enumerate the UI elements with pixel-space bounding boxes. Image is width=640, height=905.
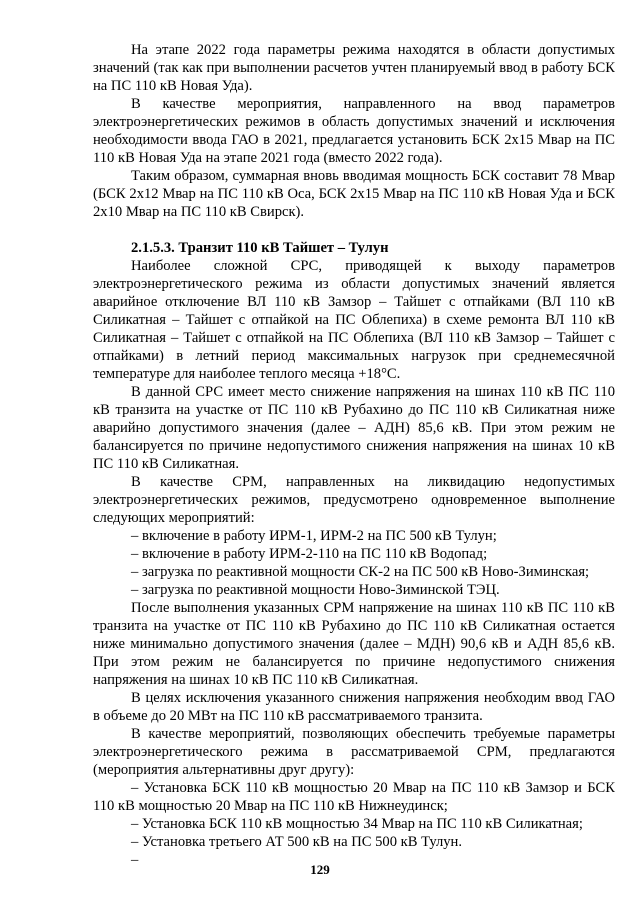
list-item: – Установка третьего АТ 500 кВ на ПС 500 кВ Тулун. <box>131 834 463 850</box>
list-item: – Установка БСК 110 кВ мощностью 20 Мвар на ПС 110 кВ Замзор и БСК 110 кВ мощностью 20 Мвар на ПС 110 кВ Нижнеудинск; <box>93 780 615 814</box>
paragraph: В качестве мероприятий, позволяющих обеспечить требуемые параметры электроэнергетического режима в рассматриваемой СРМ, предлагаются (мероприятия альтернативны друг другу): <box>93 726 615 778</box>
paragraph: В данной СРС имеет место снижение напряжения на шинах 110 кВ ПС 110 кВ транзита на участке от ПС 110 кВ Рубахино до ПС 110 кВ Силикатная ниже аварийно допустимого значения (далее – АДН) 85,6 кВ. При этом режим не балансируется по причине недопустимого снижения напряжения на шинах 10 кВ ПС 110 кВ Силикатная. <box>93 384 615 472</box>
list-item: – включение в работу ИРМ-1, ИРМ-2 на ПС 500 кВ Тулун; <box>131 528 497 544</box>
spacer <box>93 221 615 239</box>
paragraph: После выполнения указанных СРМ напряжение на шинах 110 кВ ПС 110 кВ транзита на участке от ПС 110 кВ Рубахино до ПС 110 кВ Силикатная остается ниже минимально допустимого значения (далее – МДН) 90,6 кВ и АДН 85,6 кВ. При этом режим не балансируется по причине недопустимого снижения напряжения на шинах 10 кВ ПС 110 кВ Силикатная. <box>93 600 615 688</box>
measures-list <box>93 527 615 599</box>
list-item: – <box>131 852 139 868</box>
section-heading: 2.1.5.3. Транзит 110 кВ Тайшет – Тулун <box>131 240 389 256</box>
list-item: – загрузка по реактивной мощности СК-2 на ПС 500 кВ Ново-Зиминская; <box>131 564 590 580</box>
list-item: – включение в работу ИРМ-2-110 на ПС 110 кВ Водопад; <box>131 546 488 562</box>
alternatives-list <box>93 779 615 869</box>
paragraph: На этапе 2022 года параметры режима находятся в области допустимых значений (так как при выполнении расчетов учтен планируемый ввод в работу БСК на ПС 110 кВ Новая Уда). <box>93 42 615 94</box>
paragraph: Таким образом, суммарная вновь вводимая мощность БСК составит 78 Мвар (БСК 2х12 Мвар на ПС 110 кВ Оса, БСК 2х15 Мвар на ПС 110 кВ Новая Уда и БСК 2х10 Мвар на ПС 110 кВ Свирск). <box>93 168 615 220</box>
document-page <box>93 41 615 869</box>
paragraph: Наиболее сложной СРС, приводящей к выходу параметров электроэнергетического режима из области допустимых значений является аварийное отключение ВЛ 110 кВ Замзор – Тайшет с отпайками (ВЛ 110 кВ Силикатная – Тайшет с отпайкой на ПС Облепиха) в схеме ремонта ВЛ 110 кВ Силикатная – Тайшет с отпайкой на ПС Облепиха (ВЛ 110 кВ Замзор – Тайшет с отпайками) в летний период максимальных нагрузок при среднемесячной температуре для наиболее теплого месяца +18°С. <box>93 258 615 382</box>
list-item: – Установка БСК 110 кВ мощностью 34 Мвар на ПС 110 кВ Силикатная; <box>131 816 583 832</box>
list-item: – загрузка по реактивной мощности Ново-Зиминской ТЭЦ. <box>131 582 500 598</box>
paragraph: В качестве СРМ, направленных на ликвидацию недопустимых электроэнергетических режимов, предусмотрено одновременное выполнение следующих мероприятий: <box>93 474 615 526</box>
page-number: 129 <box>310 862 330 877</box>
paragraph: В качестве мероприятия, направленного на ввод параметров электроэнергетических режимов в область допустимых значений и исключения необходимости ввода ГАО в 2021, предлагается установить БСК 2х15 Мвар на ПС 110 кВ Новая Уда на этапе 2021 года (вместо 2022 года). <box>93 96 615 166</box>
paragraph: В целях исключения указанного снижения напряжения необходим ввод ГАО в объеме до 20 МВт на ПС 110 кВ рассматриваемого транзита. <box>93 690 615 724</box>
